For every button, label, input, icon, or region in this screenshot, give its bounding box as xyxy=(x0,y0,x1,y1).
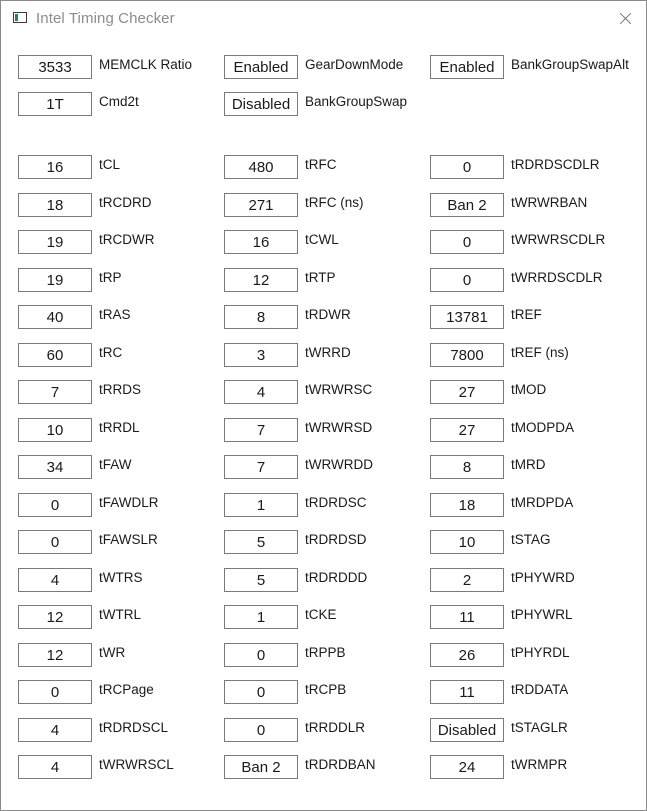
trdrdscl-value[interactable]: 4 xyxy=(18,718,92,742)
bankgroupswap-value[interactable]: Disabled xyxy=(224,92,298,116)
trdrdsd-label: tRDRDSD xyxy=(305,532,367,547)
tref-label: tREF xyxy=(511,307,542,322)
trrdl-label: tRRDL xyxy=(99,420,140,435)
tphywrl-value[interactable]: 11 xyxy=(430,605,504,629)
trc-value[interactable]: 60 xyxy=(18,343,92,367)
twrwrsc-label: tWRWRSC xyxy=(305,382,373,397)
window-title: Intel Timing Checker xyxy=(36,10,175,27)
trfc-label: tRFC xyxy=(305,157,337,172)
tmrd-label: tMRD xyxy=(511,457,546,472)
bankgroupswap-label: BankGroupSwap xyxy=(305,94,408,109)
tmodpda-value[interactable]: 27 xyxy=(430,418,504,442)
trcpb-value[interactable]: 0 xyxy=(224,680,298,704)
tfaw-label: tFAW xyxy=(99,457,132,472)
close-icon[interactable] xyxy=(610,7,640,31)
twrrdscdlr-label: tWRRDSCDLR xyxy=(511,270,603,285)
twrrd-label: tWRRD xyxy=(305,345,351,360)
tphywrl-label: tPHYWRL xyxy=(511,607,573,622)
twrwrsd-label: tWRWRSD xyxy=(305,420,373,435)
trfc-ns-value[interactable]: 271 xyxy=(224,193,298,217)
twrwrban-label: tWRWRBAN xyxy=(511,195,588,210)
trtp-value[interactable]: 12 xyxy=(224,268,298,292)
tref-value[interactable]: 13781 xyxy=(430,305,504,329)
trrds-label: tRRDS xyxy=(99,382,142,397)
trdrdscdlr-value[interactable]: 0 xyxy=(430,155,504,179)
trddata-value[interactable]: 11 xyxy=(430,680,504,704)
trfc-value[interactable]: 480 xyxy=(224,155,298,179)
trrddlr-label: tRRDDLR xyxy=(305,720,366,735)
twtrl-label: tWTRL xyxy=(99,607,141,622)
app-window-icon xyxy=(13,12,27,23)
trdrdsc-label: tRDRDSC xyxy=(305,495,367,510)
trcpage-label: tRCPage xyxy=(99,682,154,697)
tcwl-label: tCWL xyxy=(305,232,339,247)
tmrd-value[interactable]: 8 xyxy=(430,455,504,479)
trdwr-value[interactable]: 8 xyxy=(224,305,298,329)
trdrdscdlr-label: tRDRDSCDLR xyxy=(511,157,600,172)
twrwrscdlr-value[interactable]: 0 xyxy=(430,230,504,254)
trcpage-value[interactable]: 0 xyxy=(18,680,92,704)
cmd2t-label: Cmd2t xyxy=(99,94,139,109)
trcdwr-label: tRCDWR xyxy=(99,232,155,247)
tstaglr-value[interactable]: Disabled xyxy=(430,718,504,742)
tphywrd-label: tPHYWRD xyxy=(511,570,575,585)
tras-label: tRAS xyxy=(99,307,131,322)
tfawdlr-value[interactable]: 0 xyxy=(18,493,92,517)
tphyrdl-value[interactable]: 26 xyxy=(430,643,504,667)
tfawdlr-label: tFAWDLR xyxy=(99,495,159,510)
tcl-value[interactable]: 16 xyxy=(18,155,92,179)
tfawslr-label: tFAWSLR xyxy=(99,532,158,547)
trfc-ns-label: tRFC (ns) xyxy=(305,195,364,210)
trrds-value[interactable]: 7 xyxy=(18,380,92,404)
tstag-value[interactable]: 10 xyxy=(430,530,504,554)
trp-value[interactable]: 19 xyxy=(18,268,92,292)
trdrdsd-value[interactable]: 5 xyxy=(224,530,298,554)
bankgroupswapalt-label: BankGroupSwapAlt xyxy=(511,57,629,72)
twrwrscl-value[interactable]: 4 xyxy=(18,755,92,779)
memclk-ratio-value[interactable]: 3533 xyxy=(18,55,92,79)
tcke-value[interactable]: 1 xyxy=(224,605,298,629)
tmrdpda-value[interactable]: 18 xyxy=(430,493,504,517)
trcpb-label: tRCPB xyxy=(305,682,347,697)
tmodpda-label: tMODPDA xyxy=(511,420,575,435)
twrwrban-value[interactable]: Ban 2 xyxy=(430,193,504,217)
title-bar[interactable] xyxy=(1,1,646,37)
trrddlr-value[interactable]: 0 xyxy=(224,718,298,742)
twtrs-value[interactable]: 4 xyxy=(18,568,92,592)
trdwr-label: tRDWR xyxy=(305,307,351,322)
tphyrdl-label: tPHYRDL xyxy=(511,645,570,660)
trddata-label: tRDDATA xyxy=(511,682,569,697)
trdrdscl-label: tRDRDSCL xyxy=(99,720,169,735)
tfawslr-value[interactable]: 0 xyxy=(18,530,92,554)
trtp-label: tRTP xyxy=(305,270,336,285)
twr-label: tWR xyxy=(99,645,126,660)
trrdl-value[interactable]: 10 xyxy=(18,418,92,442)
twrmpr-value[interactable]: 24 xyxy=(430,755,504,779)
twrwrdd-label: tWRWRDD xyxy=(305,457,373,472)
trppb-label: tRPPB xyxy=(305,645,346,660)
memclk-ratio-label: MEMCLK Ratio xyxy=(99,57,193,72)
twtrl-value[interactable]: 12 xyxy=(18,605,92,629)
twtrs-label: tWTRS xyxy=(99,570,143,585)
twrrdscdlr-value[interactable]: 0 xyxy=(430,268,504,292)
tstaglr-label: tSTAGLR xyxy=(511,720,568,735)
tphywrd-value[interactable]: 2 xyxy=(430,568,504,592)
twr-value[interactable]: 12 xyxy=(18,643,92,667)
trdrddd-label: tRDRDDD xyxy=(305,570,368,585)
trcdrd-label: tRCDRD xyxy=(99,195,152,210)
trcdrd-value[interactable]: 18 xyxy=(18,193,92,217)
trcdwr-value[interactable]: 19 xyxy=(18,230,92,254)
tcl-label: tCL xyxy=(99,157,121,172)
trc-label: tRC xyxy=(99,345,123,360)
tref-ns-value[interactable]: 7800 xyxy=(430,343,504,367)
cmd2t-value[interactable]: 1T xyxy=(18,92,92,116)
twrmpr-label: tWRMPR xyxy=(511,757,568,772)
geardownmode-label: GearDownMode xyxy=(305,57,404,72)
tmod-label: tMOD xyxy=(511,382,547,397)
tmod-value[interactable]: 27 xyxy=(430,380,504,404)
tcke-label: tCKE xyxy=(305,607,337,622)
trdrdban-value[interactable]: Ban 2 xyxy=(224,755,298,779)
trdrddd-value[interactable]: 5 xyxy=(224,568,298,592)
trdrdsc-value[interactable]: 1 xyxy=(224,493,298,517)
geardownmode-value[interactable]: Enabled xyxy=(224,55,298,79)
tras-value[interactable]: 40 xyxy=(18,305,92,329)
twrwrscl-label: tWRWRSCL xyxy=(99,757,174,772)
trppb-value[interactable]: 0 xyxy=(224,643,298,667)
tref-ns-label: tREF (ns) xyxy=(511,345,569,360)
trdrdban-label: tRDRDBAN xyxy=(305,757,376,772)
tcwl-value[interactable]: 16 xyxy=(224,230,298,254)
tstag-label: tSTAG xyxy=(511,532,551,547)
tfaw-value[interactable]: 34 xyxy=(18,455,92,479)
twrwrsc-value[interactable]: 4 xyxy=(224,380,298,404)
tmrdpda-label: tMRDPDA xyxy=(511,495,574,510)
bankgroupswapalt-value[interactable]: Enabled xyxy=(430,55,504,79)
trp-label: tRP xyxy=(99,270,122,285)
twrwrscdlr-label: tWRWRSCDLR xyxy=(511,232,606,247)
twrrd-value[interactable]: 3 xyxy=(224,343,298,367)
twrwrdd-value[interactable]: 7 xyxy=(224,455,298,479)
twrwrsd-value[interactable]: 7 xyxy=(224,418,298,442)
